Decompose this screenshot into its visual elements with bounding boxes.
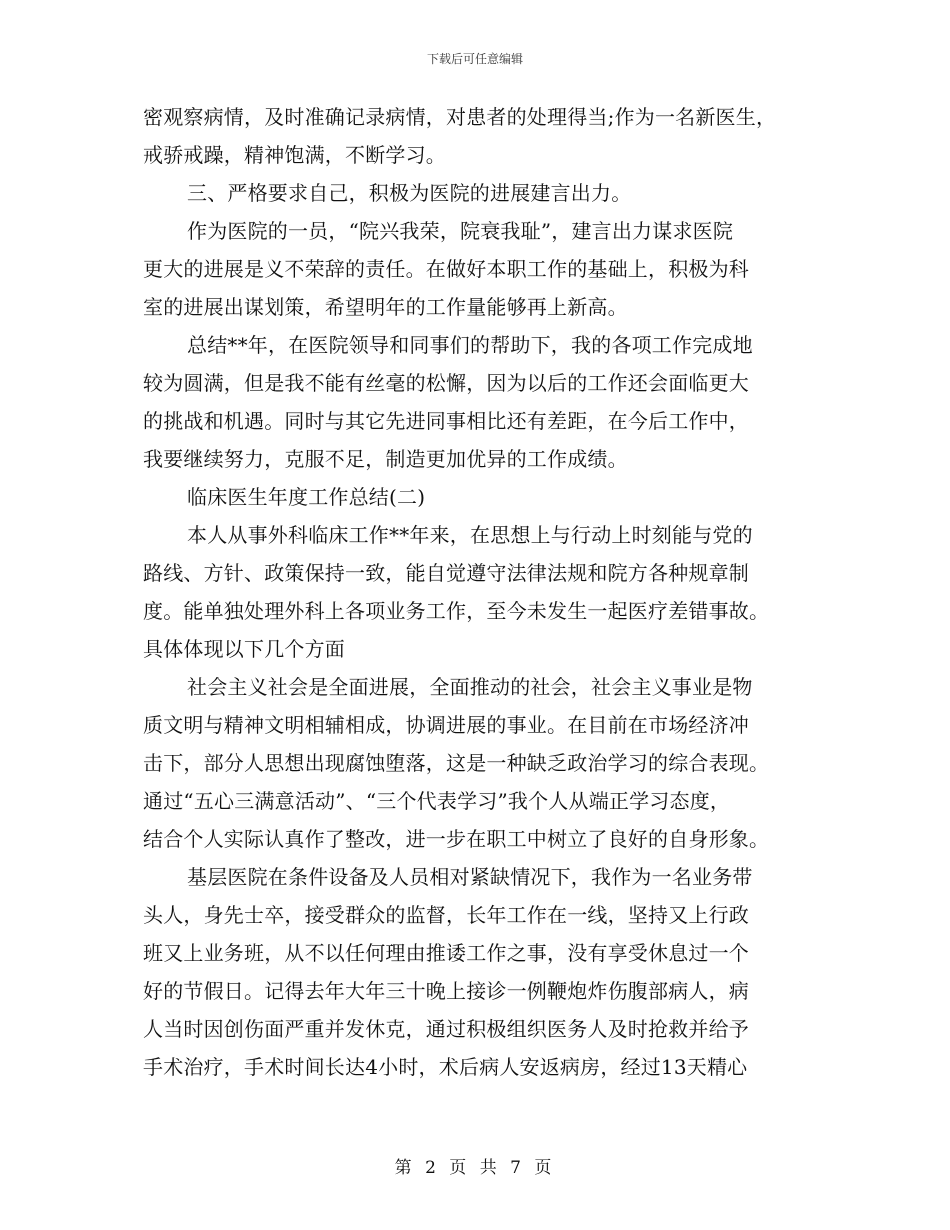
page-number: 第 2 页 共 7 页 (394, 1158, 556, 1178)
text-line: 社会主义社会是全面进展，全面推动的社会，社会主义事业是物 (187, 675, 753, 699)
text-line: 人当时因创伤面严重并发休克，通过积极组织医务人及时抢救并给予 (143, 1017, 749, 1041)
text-line: 质文明与精神文明相辅相成，协调进展的事业。在目前在市场经济冲 (143, 713, 749, 737)
text-line: 总结**年，在医院领导和同事们的帮助下，我的各项工作完成地 (187, 333, 753, 357)
text-line: 通过“五心三满意活动”、“三个代表学习”我个人从端正学习态度， (143, 789, 731, 813)
text-line: 击下，部分人思想出现腐蚀堕落，这是一种缺乏政治学习的综合表现。 (143, 751, 770, 775)
page-header: 下载后可任意编辑 (426, 52, 523, 66)
text-line: 密观察病情，及时准确记录病情，对患者的处理得当;作为一名新医生， (143, 105, 777, 129)
document-body (143, 98, 815, 1086)
text-line: 我要继续努力，克服不足，制造更加优异的工作成绩。 (143, 447, 628, 471)
text-line: 手术治疗，手术时间长达4小时，术后病人安返病房，经过13天精心 (143, 1055, 748, 1079)
text-line: 路线、方针、政策保持一致，能自觉遵守法律法规和院方各种规章制 (143, 561, 749, 585)
text-line: 基层医院在条件设备及人员相对紧缺情况下，我作为一名业务带 (187, 865, 753, 889)
text-line: 较为圆满，但是我不能有丝毫的松懈，因为以后的工作还会面临更大 (143, 371, 749, 395)
text-line: 好的节假日。记得去年大年三十晚上接诊一例鞭炮炸伤腹部病人，病 (143, 979, 749, 1003)
text-line: 本人从事外科临床工作**年来，在思想上与行动上时刻能与党的 (187, 523, 753, 547)
text-line: 作为医院的一员，“院兴我荣，院衰我耻”，建言出力谋求医院 (187, 219, 734, 243)
text-line: 的挑战和机遇。同时与其它先进同事相比还有差距，在今后工作中， (143, 409, 749, 433)
text-line: 度。能单独处理外科上各项业务工作，至今未发生一起医疗差错事故。 (143, 599, 770, 623)
text-line: 头人，身先士卒，接受群众的监督，长年工作在一线，坚持又上行政 (143, 903, 749, 927)
text-line: 更大的进展是义不荣辞的责任。在做好本职工作的基础上，积极为科 (143, 257, 749, 281)
section-heading: 三、严格要求自己，积极为医院的进展建言出力。 (187, 181, 632, 205)
text-line: 班又上业务班，从不以任何理由推诿工作之事，没有享受休息过一个 (143, 941, 749, 965)
document-subtitle: 临床医生年度工作总结(二) (187, 485, 426, 509)
text-line: 结合个人实际认真作了整改，进一步在职工中树立了良好的自身形象。 (143, 827, 770, 851)
text-line: 室的进展出谋划策，希望明年的工作量能够再上新高。 (143, 295, 628, 319)
text-line: 戒骄戒躁，精神饱满，不断学习。 (143, 143, 446, 167)
text-line: 具体体现以下几个方面 (143, 637, 345, 661)
